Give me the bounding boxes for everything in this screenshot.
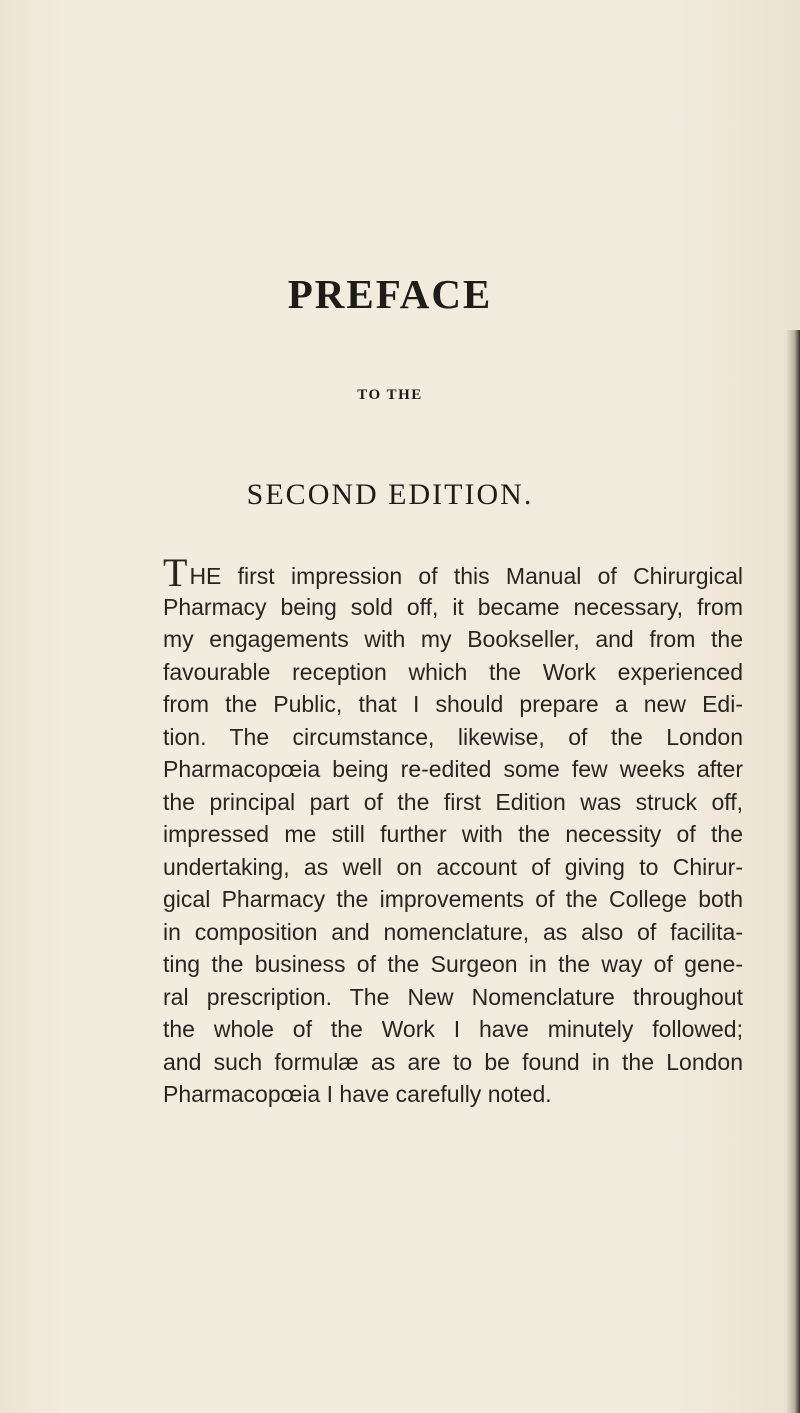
text-line: gical Pharmacy the improvements of the College both (163, 886, 743, 912)
text-line: the whole of the Work I have minutely followed; (163, 1016, 743, 1042)
text-line: Pharmacopœia being re-edited some few weeks after (163, 756, 743, 782)
drop-cap: T (163, 550, 188, 595)
text-line: and such formulæ as are to be found in the London (163, 1048, 743, 1075)
text-line: Pharmacy being sold off, it became necessary, from (163, 593, 743, 620)
text-line: Pharmacopœia I have carefully noted. (163, 1081, 552, 1107)
page-title: PREFACE (287, 271, 493, 317)
text-line: the principal part of the first Edition was struck off, (163, 788, 743, 815)
page-subtitle: SECOND EDITION. (246, 478, 534, 511)
title-connector: TO THE (357, 387, 423, 403)
text-line-content: HE first impression of this Manual of Chirurgical (189, 563, 743, 589)
text-line: favourable reception which the Work experienced (163, 658, 743, 685)
text-line: impressed me still further with the necessity of the (163, 821, 743, 847)
page-edge-shadow (786, 330, 800, 1413)
text-line: ting the business of the Surgeon in the way of gene- (163, 951, 743, 977)
text-line: undertaking, as well on account of giving to Chirur- (163, 853, 743, 880)
text-line: ral prescription. The New Nomenclature throughout (163, 983, 743, 1010)
text-line: my engagements with my Bookseller, and from the (163, 626, 743, 652)
text-line: in composition and nomenclature, as also of facilita- (163, 918, 743, 945)
preface-body (163, 550, 743, 1111)
text-line: tion. The circumstance, likewise, of the London (163, 723, 743, 750)
text-line (163, 550, 743, 595)
text-line: from the Public, that I should prepare a new Edi- (163, 691, 743, 717)
